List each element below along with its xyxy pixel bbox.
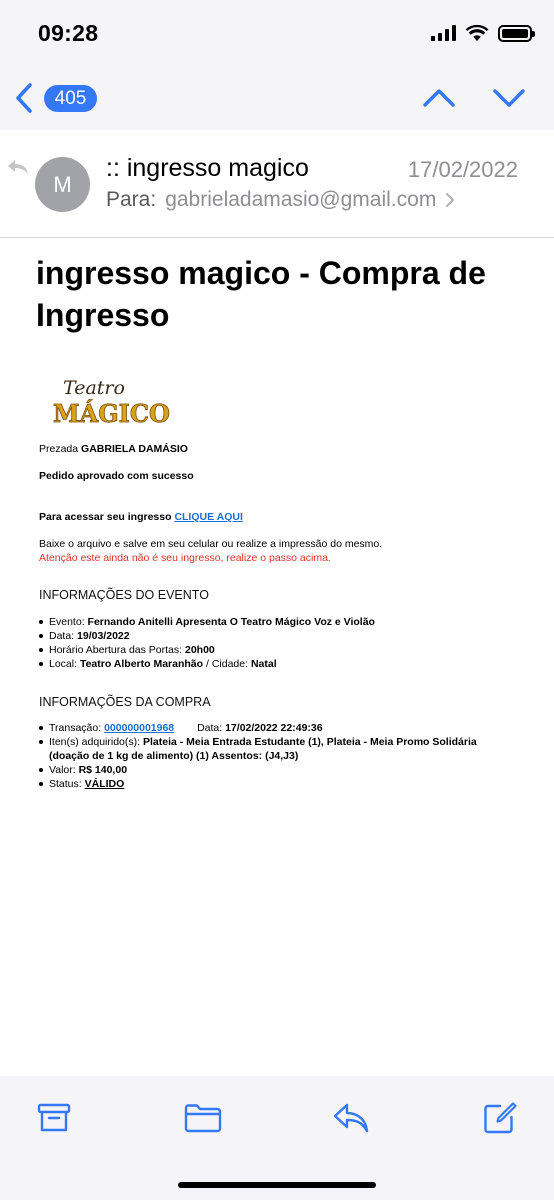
nav-bar (0, 64, 554, 130)
purchase-section-title: INFORMAÇÕES DA COMPRA (39, 695, 211, 709)
list-item: Iten(s) adquirido(s): Plateia - Meia Entrada Estudante (1), Plateia - Meia Promo Solidária (doação de 1 kg de alimento) (1) Assentos: (J4,J3) (39, 735, 501, 763)
recipient-row[interactable] (106, 188, 455, 212)
compose-button[interactable] (480, 1100, 520, 1136)
bottom-toolbar (0, 1076, 554, 1200)
click-here-link[interactable]: CLIQUE AQUI (174, 511, 243, 523)
list-item: Local: Teatro Alberto Maranhão / Cidade: Natal (39, 657, 509, 671)
greeting-prefix: Prezada (39, 443, 79, 455)
sender-name[interactable]: :: ingresso magico (106, 154, 309, 182)
replied-indicator-icon (6, 158, 30, 176)
chevron-right-icon (445, 192, 455, 208)
mail-header (0, 130, 554, 238)
list-item: Status: VÁLIDO (39, 777, 501, 791)
logo-line1: Teatro (63, 377, 125, 399)
access-line (39, 510, 243, 524)
chevron-up-icon (422, 88, 456, 108)
chevron-left-icon (15, 82, 33, 114)
status-time: 09:28 (38, 20, 99, 46)
compose-icon (482, 1101, 518, 1135)
access-text: Para acessar seu ingresso (39, 511, 172, 523)
wifi-icon (465, 24, 489, 42)
status-value: VÁLIDO (84, 778, 125, 790)
list-item: Transação: 000000001968 Data: 17/02/2022 22:49:36 (39, 721, 501, 735)
home-indicator[interactable] (178, 1182, 376, 1188)
to-label: Para: (106, 188, 157, 211)
cellular-signal-icon (431, 25, 456, 41)
list-item: Horário Abertura das Portas: 20h00 (39, 643, 509, 657)
approved-message: Pedido aprovado com sucesso (39, 470, 194, 482)
back-button[interactable] (10, 80, 38, 116)
mail-body (39, 372, 509, 790)
previous-message-button[interactable] (420, 82, 458, 114)
status-icons (431, 24, 532, 42)
list-item: Data: 19/03/2022 (39, 629, 509, 643)
greeting-name: GABRIELA DAMÁSIO (81, 443, 188, 455)
greeting (39, 442, 188, 456)
move-to-folder-button[interactable] (183, 1100, 223, 1136)
list-item: Valor: R$ 140,00 (39, 763, 501, 777)
reply-icon (332, 1102, 370, 1134)
mail-subject: ingresso magico - Compra de Ingresso (36, 255, 486, 333)
list-item: Evento: Fernando Anitelli Apresenta O Teatro Mágico Voz e Violão (39, 615, 509, 629)
battery-icon (498, 25, 532, 42)
status-bar (0, 0, 554, 64)
event-info-list (39, 615, 509, 671)
transaction-link[interactable]: 000000001968 (104, 722, 175, 734)
sender-avatar[interactable]: M (35, 157, 90, 212)
reply-button[interactable] (331, 1100, 371, 1136)
archive-button[interactable] (34, 1100, 74, 1136)
archive-icon (37, 1103, 71, 1133)
warning-message: Atenção este ainda não é seu ingresso, realize o passo acima. (39, 552, 331, 564)
mail-date: 17/02/2022 (407, 157, 518, 182)
message-count-badge[interactable]: 405 (44, 85, 97, 112)
logo-line2: MÁGICO (53, 399, 170, 428)
teatro-magico-logo (45, 372, 170, 430)
download-instructions: Baixe o arquivo e salve em seu celular ou realize a impressão do mesmo. (39, 538, 383, 550)
next-message-button[interactable] (490, 82, 528, 114)
recipient-address: gabrieladamasio@gmail.com (165, 188, 437, 211)
chevron-down-icon (492, 88, 526, 108)
purchase-info-list (39, 721, 501, 791)
folder-icon (184, 1103, 222, 1133)
event-section-title: INFORMAÇÕES DO EVENTO (39, 588, 209, 602)
